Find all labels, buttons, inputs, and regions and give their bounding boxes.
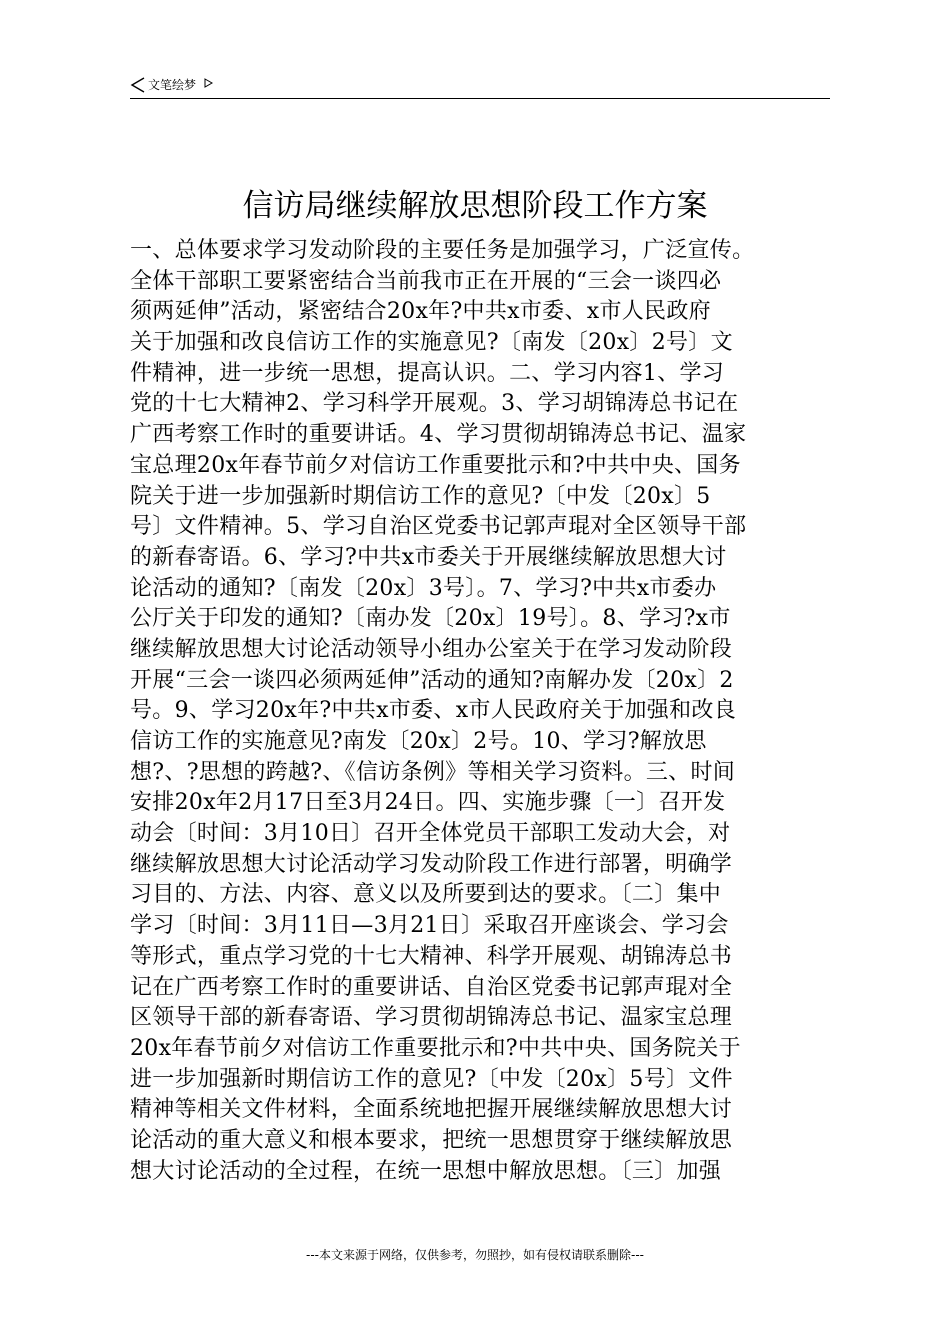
body-line: 广西考察工作时的重要讲话。4、学习贯彻胡锦涛总书记、温家 bbox=[130, 422, 747, 448]
document-title: 信访局继续解放思想阶段工作方案 bbox=[242, 188, 708, 224]
body-line: 论活动的通知?〔南发〔20x〕3号〕。7、学习?中共x市委办 bbox=[130, 575, 717, 601]
brand-name: 文笔绘梦 bbox=[148, 78, 197, 92]
body-line: 开展“三会一谈四必须两延伸”活动的通知?南解办发〔20x〕2 bbox=[130, 667, 734, 693]
body-line: 的新春寄语。6、学习?中共x市委关于开展继续解放思想大讨 bbox=[130, 544, 727, 570]
body-line: 等形式，重点学习党的十七大精神、科学开展观、胡锦涛总书 bbox=[130, 943, 733, 969]
body-line: 20x年春节前夕对信访工作重要批示和?中共中央、国务院关于 bbox=[130, 1035, 741, 1061]
body-line: 全体干部职工要紧密结合当前我市正在开展的“三会一谈四必 bbox=[130, 268, 722, 294]
body-line: 号。9、学习20x年?中共x市委、x市人民政府关于加强和改良 bbox=[130, 698, 737, 724]
body-line: 继续解放思想大讨论活动学习发动阶段工作进行部署，明确学 bbox=[130, 851, 733, 877]
body-line: 继续解放思想大讨论活动领导小组办公室关于在学习发动阶段 bbox=[130, 636, 733, 662]
body-line: 动会〔时间：3月10日〕召开全体党员干部职工发动大会，对 bbox=[130, 821, 731, 847]
triangle-left-icon bbox=[130, 76, 146, 94]
body-line: 号〕文件精神。5、学习自治区党委书记郭声琨对全区领导干部 bbox=[130, 514, 747, 540]
body-line: 习目的、方法、内容、意义以及所要到达的要求。〔二〕集中 bbox=[130, 882, 722, 908]
body-line: 一、总体要求学习发动阶段的主要任务是加强学习，广泛宣传。 bbox=[130, 238, 755, 263]
body-line: 须两延伸”活动，紧密结合20x年?中共x市委、x市人民政府 bbox=[130, 299, 711, 325]
body-line: 学习〔时间：3月11日—3月21日〕采取召开座谈会、学习会 bbox=[130, 913, 729, 939]
document-body bbox=[130, 236, 842, 1187]
body-line: 安排20x年2月17日至3月24日。四、实施步骤〔一〕召开发 bbox=[130, 790, 726, 816]
triangle-right-icon bbox=[204, 78, 213, 88]
brand-logo bbox=[130, 76, 213, 94]
body-line: 信访工作的实施意见?南发〔20x〕2号。10、学习?解放思 bbox=[130, 729, 707, 754]
page-header bbox=[130, 74, 830, 99]
body-line: 关于加强和改良信访工作的实施意见?〔南发〔20x〕2号〕文 bbox=[130, 330, 733, 356]
body-line: 院关于进一步加强新时期信访工作的意见?〔中发〔20x〕5 bbox=[130, 483, 711, 509]
body-line: 论活动的重大意义和根本要求，把统一思想贯穿于继续解放思 bbox=[130, 1127, 733, 1153]
body-line: 区领导干部的新春寄语、学习贯彻胡锦涛总书记、温家宝总理 bbox=[130, 1005, 733, 1031]
body-line: 件精神，进一步统一思想，提高认识。二、学习内容1、学习 bbox=[130, 360, 725, 386]
body-line: 进一步加强新时期信访工作的意见?〔中发〔20x〕5号〕文件 bbox=[130, 1066, 733, 1092]
body-line: 党的十七大精神2、学习科学开展观。3、学习胡锦涛总书记在 bbox=[130, 391, 739, 417]
body-line: 记在广西考察工作时的重要讲话、自治区党委书记郭声琨对全 bbox=[130, 974, 733, 1000]
body-line: 公厅关于印发的通知?〔南办发〔20x〕19号〕。8、学习?x市 bbox=[130, 606, 731, 632]
body-line: 精神等相关文件材料，全面系统地把握开展继续解放思想大讨 bbox=[130, 1097, 733, 1123]
disclaimer-footer: ---本文来源于网络，仅供参考，勿照抄，如有侵权请联系删除--- bbox=[306, 1248, 644, 1262]
body-line: 想?、?思想的跨越?、《信访条例》等相关学习资料。三、时间 bbox=[130, 759, 736, 785]
body-line: 宝总理20x年春节前夕对信访工作重要批示和?中共中央、国务 bbox=[130, 452, 741, 478]
body-line: 想大讨论活动的全过程，在统一思想中解放思想。〔三〕加强 bbox=[130, 1158, 722, 1184]
